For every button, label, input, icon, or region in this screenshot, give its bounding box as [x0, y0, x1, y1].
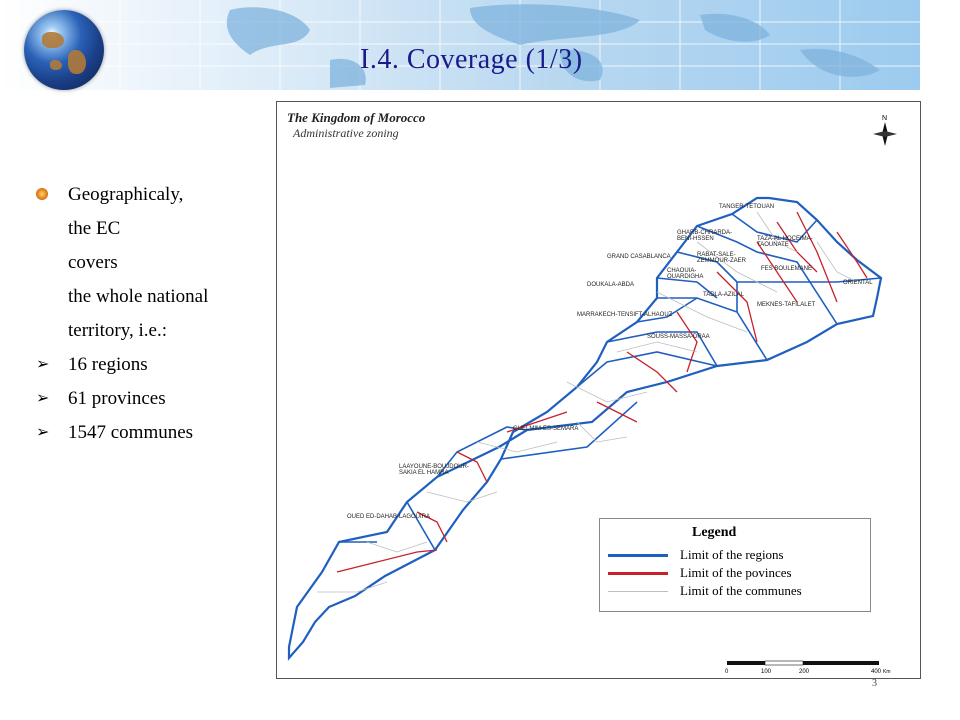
slide-title: I.4. Coverage (1/3): [360, 44, 583, 75]
list-item: territory, i.e.:: [68, 320, 168, 341]
region-label: SOUSS-MASSA-DRAA: [647, 334, 710, 340]
legend-swatch: [608, 572, 668, 575]
legend-swatch: [608, 591, 668, 592]
region-label: TANGER-TETOUAN: [719, 204, 775, 210]
region-label: OUED ED-DAHAB-LAGOUIRA: [347, 514, 431, 520]
list-item: the whole national: [68, 286, 209, 307]
bullet-circle-icon: [36, 188, 48, 200]
region-label: LAAYOUNE-BOUJDOUR-SAKIA EL HAMRA: [399, 464, 469, 476]
list-item: the EC: [68, 218, 121, 239]
page-number: 3: [872, 678, 877, 689]
svg-text:0: 0: [725, 669, 729, 675]
list-item: ➢ 16 regions: [36, 348, 208, 382]
region-label: RABAT-SALE-ZEMMOUR-ZAER: [697, 252, 746, 264]
region-label: ORIENTAL: [843, 280, 873, 286]
globe-logo: [24, 10, 104, 90]
list-item: covers: [68, 252, 118, 273]
svg-text:100: 100: [761, 669, 772, 675]
svg-text:Km: Km: [883, 669, 891, 675]
scale-bar: [725, 660, 895, 676]
map-title: The Kingdom of Morocco: [287, 110, 426, 125]
map-legend: Legend Limit of the regions Limit of the povinces Limit of the communes: [599, 518, 871, 612]
map-subtitle: Administrative zoning: [293, 126, 399, 140]
bullet-list: [36, 178, 208, 450]
list-item: ➢ 61 provinces: [36, 382, 208, 416]
svg-text:200: 200: [799, 669, 810, 675]
region-label: CHAOUIA-OUARDIGHA: [667, 268, 704, 280]
svg-text:400: 400: [871, 669, 882, 675]
legend-swatch: [608, 554, 668, 557]
list-item: ➢ 1547 communes: [36, 416, 208, 450]
arrow-bullet-icon: ➢: [36, 390, 50, 407]
arrow-bullet-icon: ➢: [36, 356, 50, 373]
region-label: DOUKALA-ABDA: [587, 282, 635, 288]
region-label: FES BOULEMANE: [761, 266, 813, 272]
legend-title: Legend: [692, 525, 737, 540]
region-label: GHARB-CHRARDA-BENI-HSSEN: [677, 230, 733, 242]
region-label: GRAND CASABLANCA: [607, 254, 671, 260]
region-label: MARRAKECH-TENSIFT-ALHAOUZ: [577, 312, 673, 318]
region-label: GUELMIM-ES-SEMARA: [513, 426, 579, 432]
svg-text:N: N: [882, 115, 888, 122]
morocco-map: [276, 101, 921, 679]
region-label: TADLA-AZILAL: [703, 292, 744, 298]
arrow-bullet-icon: ➢: [36, 424, 50, 441]
region-label: TAZA-AL HOCEIMA-TAOUNATE: [757, 236, 813, 248]
region-label: MEKNES-TAFILALET: [757, 302, 816, 308]
list-item: Geographicaly,: [36, 178, 208, 212]
